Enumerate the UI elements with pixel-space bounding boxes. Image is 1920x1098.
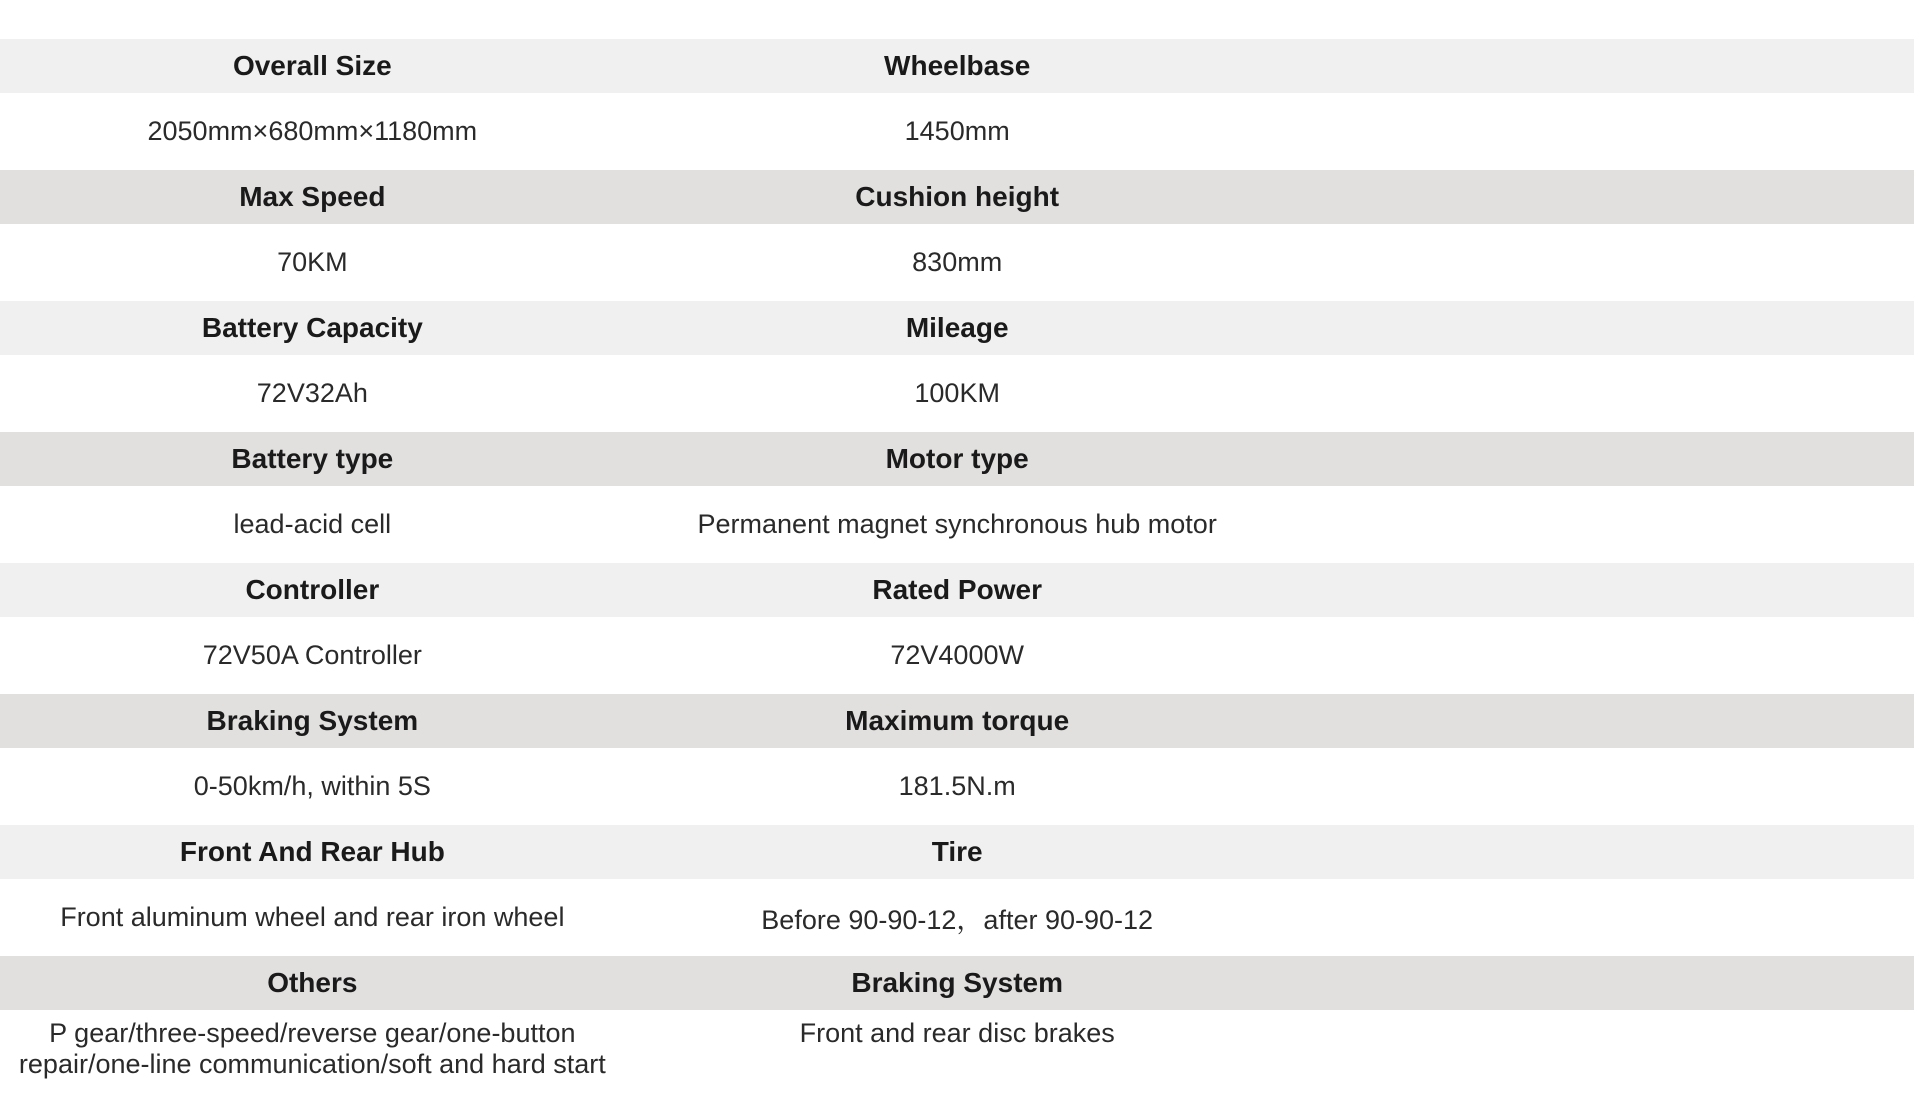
spec-value: 72V4000W bbox=[890, 640, 1024, 670]
spec-label: Controller bbox=[245, 574, 380, 605]
spec-label: Tire bbox=[931, 836, 983, 867]
spec-header-row bbox=[0, 301, 1914, 355]
spec-table bbox=[0, 39, 1914, 1098]
spec-value: Before 90-90-12，after 90-90-12 bbox=[761, 905, 1154, 935]
spec-label: Front And Rear Hub bbox=[179, 836, 445, 867]
spec-header-row bbox=[0, 563, 1914, 617]
spec-value-row bbox=[0, 355, 1914, 432]
spec-value-row bbox=[0, 879, 1914, 956]
spec-value: 100KM bbox=[914, 378, 1000, 408]
spec-value: 181.5N.m bbox=[898, 771, 1016, 801]
spec-label: Battery type bbox=[231, 443, 394, 474]
spec-value: 2050mm×680mm×1180mm bbox=[147, 116, 478, 146]
spec-label: Maximum torque bbox=[845, 705, 1070, 736]
spec-value: 72V32Ah bbox=[256, 378, 368, 408]
spec-header-row bbox=[0, 694, 1914, 748]
spec-value: 830mm bbox=[912, 247, 1003, 277]
spec-value-row bbox=[0, 486, 1914, 563]
spec-value: 0-50km/h, within 5S bbox=[193, 771, 431, 801]
spec-label: Wheelbase bbox=[884, 50, 1031, 81]
spec-header-row bbox=[0, 170, 1914, 224]
spec-label: Battery Capacity bbox=[201, 312, 423, 343]
spec-value: 70KM bbox=[277, 247, 348, 277]
spec-value-row bbox=[0, 1010, 1914, 1098]
spec-label: Rated Power bbox=[872, 574, 1042, 605]
spec-header-row bbox=[0, 432, 1914, 486]
spec-label: Braking System bbox=[851, 967, 1063, 998]
spec-label: Overall Size bbox=[232, 50, 392, 81]
spec-header-row bbox=[0, 956, 1914, 1010]
spec-value-row bbox=[0, 224, 1914, 301]
spec-value-row bbox=[0, 617, 1914, 694]
spec-value: Permanent magnet synchronous hub motor bbox=[697, 509, 1217, 539]
spec-value: Front and rear disc brakes bbox=[799, 1018, 1115, 1048]
spec-header-row bbox=[0, 39, 1914, 93]
spec-value-row bbox=[0, 93, 1914, 170]
spec-value: Front aluminum wheel and rear iron wheel bbox=[60, 902, 565, 932]
spec-label: Braking System bbox=[206, 705, 419, 736]
spec-value: 1450mm bbox=[904, 116, 1010, 146]
spec-header-row bbox=[0, 825, 1914, 879]
spec-label: Cushion height bbox=[855, 181, 1060, 212]
spec-value: lead-acid cell bbox=[233, 509, 392, 539]
spec-label: Motor type bbox=[885, 443, 1029, 474]
spec-value: P gear/three-speed/reverse gear/one-button repair/one-line communication/soft and hard start bbox=[18, 1018, 606, 1079]
spec-label: Others bbox=[267, 967, 358, 998]
spec-label: Max Speed bbox=[239, 181, 386, 212]
spec-label: Mileage bbox=[905, 312, 1009, 343]
spec-value-row bbox=[0, 748, 1914, 825]
spec-value: 72V50A Controller bbox=[202, 640, 422, 670]
